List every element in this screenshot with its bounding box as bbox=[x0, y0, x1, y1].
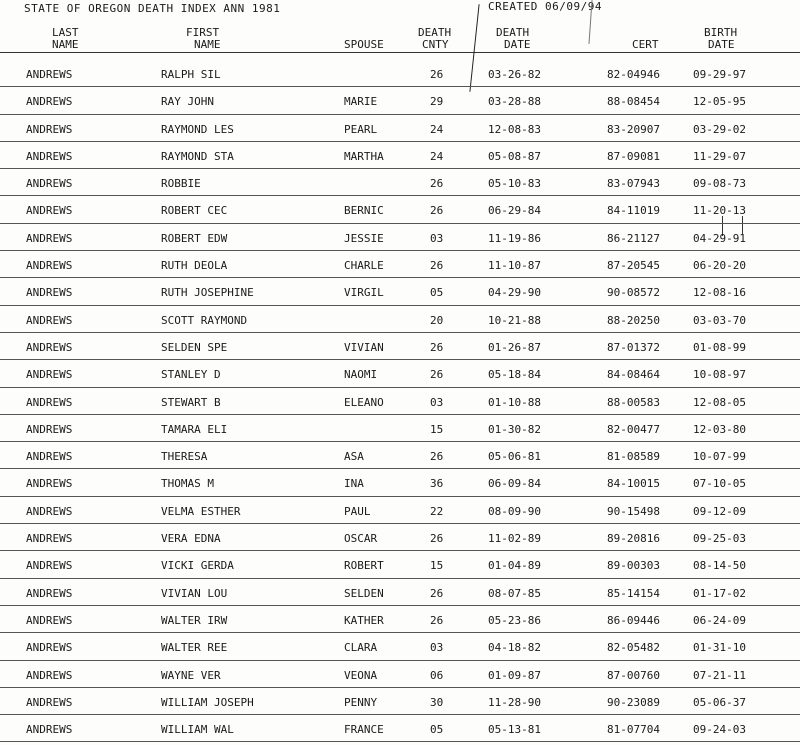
birth-date-cell: 01-08-99 bbox=[693, 340, 746, 354]
certificate-cell: 84-10015 bbox=[607, 477, 660, 491]
birth-date-cell: 09-12-09 bbox=[693, 504, 746, 518]
birth-date-cell: 05-06-37 bbox=[693, 695, 746, 709]
first-name-cell: RAYMOND LES bbox=[161, 122, 234, 136]
table-row bbox=[0, 60, 800, 87]
certificate-cell: 81-07704 bbox=[607, 723, 660, 737]
certificate-cell: 90-15498 bbox=[607, 504, 660, 518]
first-name-cell: WILLIAM JOSEPH bbox=[161, 695, 254, 709]
first-name-cell: WALTER IRW bbox=[161, 613, 228, 627]
header-last: LAST bbox=[52, 26, 79, 39]
table-row bbox=[0, 469, 800, 496]
last-name-cell: ANDREWS bbox=[26, 395, 73, 409]
first-name-cell: VIVIAN LOU bbox=[161, 586, 228, 600]
death-county-cell: 22 bbox=[430, 504, 444, 518]
last-name-cell: ANDREWS bbox=[26, 504, 73, 518]
table-row bbox=[0, 196, 800, 223]
first-name-cell: STEWART B bbox=[161, 395, 221, 409]
spouse-cell: KATHER bbox=[344, 613, 384, 627]
table-row bbox=[0, 251, 800, 278]
last-name-cell: ANDREWS bbox=[26, 368, 73, 382]
death-date-cell: 08-09-90 bbox=[488, 504, 541, 518]
first-name-cell: VICKI GERDA bbox=[161, 559, 234, 573]
spouse-cell: OSCAR bbox=[344, 532, 378, 546]
page-title: STATE OF OREGON DEATH INDEX ANN 1981 bbox=[24, 2, 281, 15]
spouse-cell: JESSIE bbox=[344, 231, 384, 245]
death-date-cell: 12-08-83 bbox=[488, 122, 541, 136]
death-county-cell: 26 bbox=[430, 450, 444, 464]
certificate-cell: 85-14154 bbox=[607, 586, 660, 600]
death-date-cell: 03-26-82 bbox=[488, 68, 541, 81]
death-county-cell: 36 bbox=[430, 477, 444, 491]
first-name-cell: SELDEN SPE bbox=[161, 340, 228, 354]
death-county-cell: 26 bbox=[430, 340, 444, 354]
spouse-cell: MARIE bbox=[344, 95, 378, 109]
death-county-cell: 26 bbox=[430, 68, 444, 81]
birth-date-cell: 04-29-91 bbox=[693, 231, 746, 245]
table-row bbox=[0, 688, 800, 715]
table-row bbox=[0, 169, 800, 196]
birth-date-cell: 09-08-73 bbox=[693, 177, 746, 191]
table-row bbox=[0, 606, 800, 633]
title-line bbox=[0, 0, 800, 18]
last-name-cell: ANDREWS bbox=[26, 532, 73, 546]
death-county-cell: 06 bbox=[430, 668, 444, 682]
spouse-cell: SELDEN bbox=[344, 586, 384, 600]
death-date-cell: 01-30-82 bbox=[488, 422, 541, 436]
spouse-cell: ASA bbox=[344, 450, 364, 464]
birth-date-cell: 08-14-50 bbox=[693, 559, 746, 573]
table-row bbox=[0, 715, 800, 742]
death-date-cell: 05-08-87 bbox=[488, 149, 541, 163]
table-row bbox=[0, 633, 800, 660]
death-date-cell: 04-18-82 bbox=[488, 641, 541, 655]
certificate-cell: 82-00477 bbox=[607, 422, 660, 436]
birth-date-cell: 06-24-09 bbox=[693, 613, 746, 627]
birth-date-cell: 03-03-70 bbox=[693, 313, 746, 327]
certificate-cell: 84-11019 bbox=[607, 204, 660, 218]
last-name-cell: ANDREWS bbox=[26, 286, 73, 300]
death-date-cell: 05-23-86 bbox=[488, 613, 541, 627]
birth-date-cell: 11-20-13 bbox=[693, 204, 746, 218]
table-row bbox=[0, 306, 800, 333]
table-row bbox=[0, 115, 800, 142]
table-row bbox=[0, 661, 800, 688]
death-date-cell: 10-21-88 bbox=[488, 313, 541, 327]
death-county-cell: 26 bbox=[430, 613, 444, 627]
death-date-cell: 01-09-87 bbox=[488, 668, 541, 682]
first-name-cell: WALTER REE bbox=[161, 641, 228, 655]
certificate-cell: 90-08572 bbox=[607, 286, 660, 300]
last-name-cell: ANDREWS bbox=[26, 559, 73, 573]
last-name-cell: ANDREWS bbox=[26, 477, 73, 491]
spouse-cell: ELEANO bbox=[344, 395, 384, 409]
header-first-name: NAME bbox=[194, 38, 221, 51]
death-date-cell: 05-13-81 bbox=[488, 723, 541, 737]
last-name-cell: ANDREWS bbox=[26, 68, 73, 81]
first-name-cell: ROBBIE bbox=[161, 177, 201, 191]
header-death-cnty: DEATH bbox=[418, 26, 452, 39]
death-date-cell: 11-02-89 bbox=[488, 532, 541, 546]
last-name-cell: ANDREWS bbox=[26, 95, 73, 109]
death-date-cell: 11-28-90 bbox=[488, 695, 541, 709]
table-row bbox=[0, 551, 800, 578]
first-name-cell: STANLEY D bbox=[161, 368, 221, 382]
table-row bbox=[0, 442, 800, 469]
last-name-cell: ANDREWS bbox=[26, 149, 73, 163]
last-name-cell: ANDREWS bbox=[26, 641, 73, 655]
death-date-cell: 01-10-88 bbox=[488, 395, 541, 409]
death-county-cell: 26 bbox=[430, 259, 444, 273]
header-cert: CERT bbox=[632, 38, 659, 51]
header-birth: BIRTH bbox=[704, 26, 738, 39]
birth-date-cell: 03-29-02 bbox=[693, 122, 746, 136]
certificate-cell: 89-20816 bbox=[607, 532, 660, 546]
first-name-cell: RUTH DEOLA bbox=[161, 259, 228, 273]
first-name-cell: ROBERT EDW bbox=[161, 231, 228, 245]
first-name-cell: SCOTT RAYMOND bbox=[161, 313, 248, 327]
death-county-cell: 29 bbox=[430, 95, 444, 109]
first-name-cell: RAYMOND STA bbox=[161, 149, 234, 163]
death-date-cell: 11-10-87 bbox=[488, 259, 541, 273]
spouse-cell: PAUL bbox=[344, 504, 371, 518]
certificate-cell: 87-09081 bbox=[607, 149, 660, 163]
column-headers bbox=[0, 24, 800, 54]
birth-date-cell: 01-17-02 bbox=[693, 586, 746, 600]
death-date-cell: 04-29-90 bbox=[488, 286, 541, 300]
death-county-cell: 03 bbox=[430, 231, 444, 245]
birth-date-cell: 10-07-99 bbox=[693, 450, 746, 464]
birth-date-cell: 07-10-05 bbox=[693, 477, 746, 491]
death-date-cell: 01-04-89 bbox=[488, 559, 541, 573]
first-name-cell: WILLIAM WAL bbox=[161, 723, 234, 737]
spouse-cell: PENNY bbox=[344, 695, 378, 709]
table-row bbox=[0, 224, 800, 251]
certificate-cell: 88-00583 bbox=[607, 395, 660, 409]
birth-date-cell: 07-21-11 bbox=[693, 668, 746, 682]
table-row bbox=[0, 142, 800, 169]
last-name-cell: ANDREWS bbox=[26, 259, 73, 273]
death-county-cell: 03 bbox=[430, 395, 444, 409]
death-county-cell: 20 bbox=[430, 313, 444, 327]
spouse-cell: PEARL bbox=[344, 122, 378, 136]
spouse-cell: CHARLE bbox=[344, 259, 384, 273]
death-date-cell: 06-29-84 bbox=[488, 204, 541, 218]
first-name-cell: ROBERT CEC bbox=[161, 204, 228, 218]
spouse-cell: NAOMI bbox=[344, 368, 378, 382]
certificate-cell: 89-00303 bbox=[607, 559, 660, 573]
death-county-cell: 24 bbox=[430, 122, 444, 136]
certificate-cell: 87-00760 bbox=[607, 668, 660, 682]
certificate-cell: 87-01372 bbox=[607, 340, 660, 354]
last-name-cell: ANDREWS bbox=[26, 422, 73, 436]
death-county-cell: 26 bbox=[430, 204, 444, 218]
birth-date-cell: 01-31-10 bbox=[693, 641, 746, 655]
table-row bbox=[0, 497, 800, 524]
header-divider bbox=[0, 52, 800, 53]
table-row bbox=[0, 333, 800, 360]
certificate-cell: 81-08589 bbox=[607, 450, 660, 464]
last-name-cell: ANDREWS bbox=[26, 723, 73, 737]
death-county-cell: 26 bbox=[430, 532, 444, 546]
header-last-name: NAME bbox=[52, 38, 79, 51]
spouse-cell: CLARA bbox=[344, 641, 378, 655]
death-county-cell: 03 bbox=[430, 641, 444, 655]
certificate-cell: 82-04946 bbox=[607, 68, 660, 81]
header-death-date: DEATH bbox=[496, 26, 530, 39]
spouse-cell: VEONA bbox=[344, 668, 378, 682]
created-date: CREATED 06/09/94 bbox=[488, 0, 602, 13]
last-name-cell: ANDREWS bbox=[26, 340, 73, 354]
table-row bbox=[0, 415, 800, 442]
last-name-cell: ANDREWS bbox=[26, 695, 73, 709]
birth-date-cell: 09-24-03 bbox=[693, 723, 746, 737]
death-county-cell: 30 bbox=[430, 695, 444, 709]
birth-date-cell: 12-08-05 bbox=[693, 395, 746, 409]
certificate-cell: 83-07943 bbox=[607, 177, 660, 191]
first-name-cell: THERESA bbox=[161, 450, 208, 464]
certificate-cell: 88-20250 bbox=[607, 313, 660, 327]
death-date-cell: 06-09-84 bbox=[488, 477, 541, 491]
certificate-cell: 83-20907 bbox=[607, 122, 660, 136]
first-name-cell: THOMAS M bbox=[161, 477, 214, 491]
birth-date-cell: 12-08-16 bbox=[693, 286, 746, 300]
death-county-cell: 05 bbox=[430, 723, 444, 737]
certificate-cell: 84-08464 bbox=[607, 368, 660, 382]
header-date: DATE bbox=[504, 38, 531, 51]
spouse-cell: INA bbox=[344, 477, 364, 491]
birth-date-cell: 12-03-80 bbox=[693, 422, 746, 436]
birth-date-cell: 06-20-20 bbox=[693, 259, 746, 273]
last-name-cell: ANDREWS bbox=[26, 668, 73, 682]
spouse-cell: FRANCE bbox=[344, 723, 384, 737]
last-name-cell: ANDREWS bbox=[26, 122, 73, 136]
first-name-cell: RUTH JOSEPHINE bbox=[161, 286, 254, 300]
last-name-cell: ANDREWS bbox=[26, 177, 73, 191]
certificate-cell: 82-05482 bbox=[607, 641, 660, 655]
last-name-cell: ANDREWS bbox=[26, 313, 73, 327]
spouse-cell: VIRGIL bbox=[344, 286, 384, 300]
death-county-cell: 26 bbox=[430, 177, 444, 191]
first-name-cell: VELMA ESTHER bbox=[161, 504, 241, 518]
birth-date-cell: 11-29-07 bbox=[693, 149, 746, 163]
certificate-cell: 88-08454 bbox=[607, 95, 660, 109]
last-name-cell: ANDREWS bbox=[26, 450, 73, 464]
header-first: FIRST bbox=[186, 26, 220, 39]
spouse-cell: MARTHA bbox=[344, 149, 384, 163]
last-name-cell: ANDREWS bbox=[26, 613, 73, 627]
first-name-cell: RAY JOHN bbox=[161, 95, 214, 109]
birth-date-cell: 09-25-03 bbox=[693, 532, 746, 546]
table-row bbox=[0, 388, 800, 415]
last-name-cell: ANDREWS bbox=[26, 586, 73, 600]
death-date-cell: 11-19-86 bbox=[488, 231, 541, 245]
table-row bbox=[0, 278, 800, 305]
death-date-cell: 08-07-85 bbox=[488, 586, 541, 600]
death-county-cell: 26 bbox=[430, 368, 444, 382]
death-county-cell: 15 bbox=[430, 422, 444, 436]
last-name-cell: ANDREWS bbox=[26, 204, 73, 218]
record-table bbox=[0, 60, 800, 742]
death-date-cell: 05-06-81 bbox=[488, 450, 541, 464]
death-county-cell: 05 bbox=[430, 286, 444, 300]
spouse-cell: ROBERT bbox=[344, 559, 384, 573]
header-spouse: SPOUSE bbox=[344, 38, 384, 51]
birth-date-cell: 10-08-97 bbox=[693, 368, 746, 382]
table-row bbox=[0, 360, 800, 387]
death-county-cell: 15 bbox=[430, 559, 444, 573]
birth-date-cell: 09-29-97 bbox=[693, 68, 746, 81]
first-name-cell: VERA EDNA bbox=[161, 532, 221, 546]
first-name-cell: TAMARA ELI bbox=[161, 422, 228, 436]
death-date-cell: 05-10-83 bbox=[488, 177, 541, 191]
certificate-cell: 90-23089 bbox=[607, 695, 660, 709]
table-row bbox=[0, 87, 800, 114]
death-county-cell: 24 bbox=[430, 149, 444, 163]
table-row bbox=[0, 524, 800, 551]
death-date-cell: 05-18-84 bbox=[488, 368, 541, 382]
certificate-cell: 87-20545 bbox=[607, 259, 660, 273]
table-row bbox=[0, 579, 800, 606]
death-date-cell: 03-28-88 bbox=[488, 95, 541, 109]
death-date-cell: 01-26-87 bbox=[488, 340, 541, 354]
first-name-cell: WAYNE VER bbox=[161, 668, 221, 682]
first-name-cell: RALPH SIL bbox=[161, 68, 221, 81]
last-name-cell: ANDREWS bbox=[26, 231, 73, 245]
death-county-cell: 26 bbox=[430, 586, 444, 600]
certificate-cell: 86-21127 bbox=[607, 231, 660, 245]
spouse-cell: VIVIAN bbox=[344, 340, 384, 354]
header-cnty: CNTY bbox=[422, 38, 449, 51]
spouse-cell: BERNIC bbox=[344, 204, 384, 218]
birth-date-cell: 12-05-95 bbox=[693, 95, 746, 109]
certificate-cell: 86-09446 bbox=[607, 613, 660, 627]
header-birth-date: DATE bbox=[708, 38, 735, 51]
